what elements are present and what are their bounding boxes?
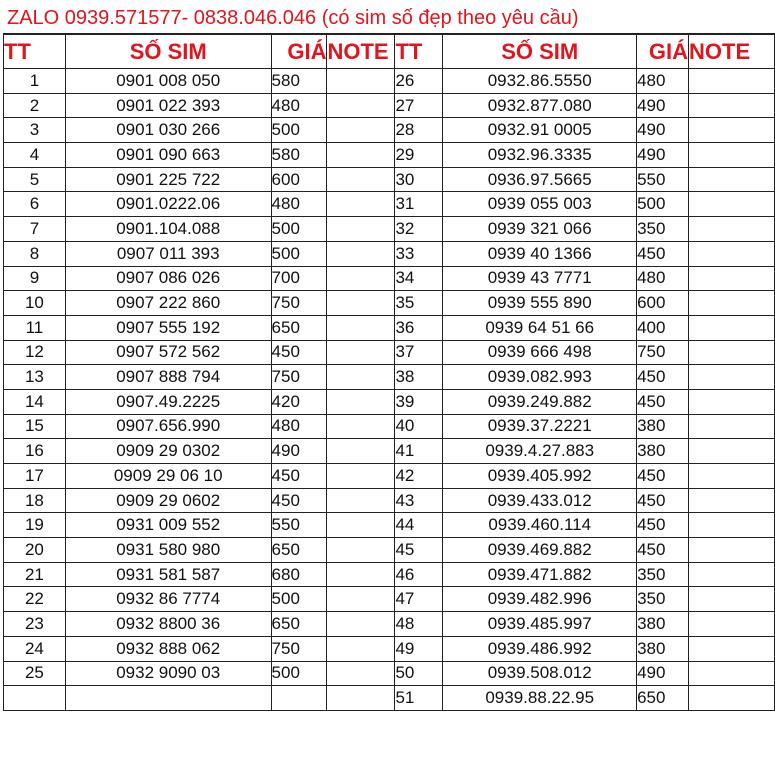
row-number-left [4, 686, 66, 711]
price-left: 750 [271, 636, 327, 661]
note-left [327, 69, 395, 94]
sim-number-right: 0939.433.012 [443, 488, 637, 513]
sim-number-left: 0901 008 050 [65, 69, 271, 94]
sim-number-right: 0939.405.992 [443, 464, 637, 489]
price-right: 480 [637, 266, 689, 291]
row-number-left: 15 [4, 414, 66, 439]
price-right: 380 [637, 414, 689, 439]
price-right: 450 [637, 389, 689, 414]
sim-number-left: 0901 022 393 [65, 93, 271, 118]
price-left: 500 [271, 217, 327, 242]
note-left [327, 414, 395, 439]
row-number-right: 33 [395, 241, 443, 266]
sim-number-right: 0939.486.992 [443, 636, 637, 661]
price-right: 750 [637, 340, 689, 365]
note-left [327, 612, 395, 637]
table-row [4, 167, 775, 192]
note-right [689, 167, 775, 192]
row-number-left: 24 [4, 636, 66, 661]
row-number-left: 6 [4, 192, 66, 217]
row-number-left: 4 [4, 143, 66, 168]
table-row [4, 217, 775, 242]
price-right: 450 [637, 365, 689, 390]
row-number-right: 36 [395, 315, 443, 340]
table-row [4, 315, 775, 340]
note-right [689, 464, 775, 489]
note-left [327, 636, 395, 661]
note-left [327, 340, 395, 365]
note-left [327, 538, 395, 563]
header-price-right: GIÁ [637, 35, 689, 69]
table-row [4, 439, 775, 464]
row-number-right: 44 [395, 513, 443, 538]
note-left [327, 266, 395, 291]
price-left: 450 [271, 464, 327, 489]
row-number-left: 18 [4, 488, 66, 513]
price-left: 420 [271, 389, 327, 414]
sim-number-left: 0931 009 552 [65, 513, 271, 538]
price-right: 450 [637, 241, 689, 266]
sim-number-right: 0939.469.882 [443, 538, 637, 563]
row-number-right: 27 [395, 93, 443, 118]
table-row [4, 143, 775, 168]
row-number-left: 7 [4, 217, 66, 242]
sim-number-left: 0932 888 062 [65, 636, 271, 661]
header-price-left: GIÁ [271, 35, 327, 69]
note-right [689, 217, 775, 242]
sim-number-left: 0907.656.990 [65, 414, 271, 439]
note-right [689, 291, 775, 316]
sim-number-right: 0932.96.3335 [443, 143, 637, 168]
sim-number-left: 0901 090 663 [65, 143, 271, 168]
price-right: 450 [637, 488, 689, 513]
sim-number-right: 0939.082.993 [443, 365, 637, 390]
row-number-left: 10 [4, 291, 66, 316]
note-right [689, 636, 775, 661]
table-row [4, 587, 775, 612]
header-note-left: NOTE [327, 35, 395, 69]
note-right [689, 661, 775, 686]
table-row [4, 686, 775, 711]
price-right: 380 [637, 612, 689, 637]
sim-number-right: 0939 40 1366 [443, 241, 637, 266]
row-number-right: 28 [395, 118, 443, 143]
row-number-left: 13 [4, 365, 66, 390]
row-number-right: 42 [395, 464, 443, 489]
sim-number-right: 0939 555 890 [443, 291, 637, 316]
price-right: 450 [637, 464, 689, 489]
note-right [689, 266, 775, 291]
note-left [327, 587, 395, 612]
price-right: 380 [637, 636, 689, 661]
price-left: 750 [271, 291, 327, 316]
sim-number-right: 0939.460.114 [443, 513, 637, 538]
note-left [327, 291, 395, 316]
note-right [689, 93, 775, 118]
price-left: 500 [271, 241, 327, 266]
sim-number-left: 0907 888 794 [65, 365, 271, 390]
price-left: 500 [271, 118, 327, 143]
row-number-right: 49 [395, 636, 443, 661]
sim-number-right: 0936.97.5665 [443, 167, 637, 192]
sim-number-right: 0939 666 498 [443, 340, 637, 365]
row-number-left: 11 [4, 315, 66, 340]
table-row [4, 69, 775, 94]
sim-table-body [4, 69, 775, 711]
table-row [4, 636, 775, 661]
sim-number-right: 0932.91 0005 [443, 118, 637, 143]
note-right [689, 686, 775, 711]
table-row [4, 93, 775, 118]
note-right [689, 587, 775, 612]
price-right: 380 [637, 439, 689, 464]
sim-number-left: 0901.104.088 [65, 217, 271, 242]
price-right: 350 [637, 217, 689, 242]
sim-number-right: 0932.86.5550 [443, 69, 637, 94]
sim-number-right: 0939 321 066 [443, 217, 637, 242]
row-number-left: 21 [4, 562, 66, 587]
sim-number-left: 0931 581 587 [65, 562, 271, 587]
note-left [327, 217, 395, 242]
price-left: 680 [271, 562, 327, 587]
header-sim-right: SỐ SIM [443, 35, 637, 69]
table-row [4, 365, 775, 390]
sim-number-left [65, 686, 271, 711]
row-number-left: 25 [4, 661, 66, 686]
sim-number-right: 0932.877.080 [443, 93, 637, 118]
price-left: 480 [271, 414, 327, 439]
row-number-right: 34 [395, 266, 443, 291]
sim-number-left: 0932 9090 03 [65, 661, 271, 686]
table-row [4, 464, 775, 489]
sim-number-right: 0939.88.22.95 [443, 686, 637, 711]
table-row [4, 414, 775, 439]
sim-number-right: 0939.471.882 [443, 562, 637, 587]
note-right [689, 192, 775, 217]
row-number-left: 16 [4, 439, 66, 464]
row-number-left: 20 [4, 538, 66, 563]
price-left: 600 [271, 167, 327, 192]
note-right [689, 389, 775, 414]
sim-number-left: 0909 29 06 10 [65, 464, 271, 489]
row-number-left: 23 [4, 612, 66, 637]
row-number-left: 8 [4, 241, 66, 266]
row-number-left: 9 [4, 266, 66, 291]
sim-table [3, 34, 775, 711]
sim-number-right: 0939 43 7771 [443, 266, 637, 291]
note-right [689, 241, 775, 266]
note-right [689, 315, 775, 340]
sim-number-left: 0931 580 980 [65, 538, 271, 563]
sim-number-right: 0939.485.997 [443, 612, 637, 637]
sim-number-left: 0907 572 562 [65, 340, 271, 365]
note-right [689, 488, 775, 513]
note-right [689, 513, 775, 538]
price-left: 580 [271, 69, 327, 94]
note-right [689, 562, 775, 587]
note-left [327, 661, 395, 686]
table-row [4, 612, 775, 637]
note-left [327, 315, 395, 340]
price-right: 490 [637, 143, 689, 168]
contact-banner: ZALO 0939.571577- 0838.046.046 (có sim số đẹp theo yêu cầu) [3, 3, 775, 34]
row-number-left: 14 [4, 389, 66, 414]
price-left: 580 [271, 143, 327, 168]
price-left: 500 [271, 661, 327, 686]
row-number-right: 39 [395, 389, 443, 414]
price-left: 480 [271, 93, 327, 118]
price-left: 500 [271, 587, 327, 612]
price-right: 600 [637, 291, 689, 316]
price-right: 650 [637, 686, 689, 711]
price-right: 500 [637, 192, 689, 217]
price-right: 490 [637, 93, 689, 118]
sim-number-left: 0907 011 393 [65, 241, 271, 266]
price-left: 650 [271, 315, 327, 340]
row-number-right: 31 [395, 192, 443, 217]
sim-number-left: 0932 8800 36 [65, 612, 271, 637]
sim-number-right: 0939.482.996 [443, 587, 637, 612]
price-left: 750 [271, 365, 327, 390]
price-left: 480 [271, 192, 327, 217]
note-left [327, 118, 395, 143]
note-left [327, 241, 395, 266]
note-left [327, 143, 395, 168]
price-right: 450 [637, 538, 689, 563]
table-row [4, 538, 775, 563]
price-right: 490 [637, 661, 689, 686]
row-number-right: 45 [395, 538, 443, 563]
sim-number-left: 0907 555 192 [65, 315, 271, 340]
sim-number-right: 0939.37.2221 [443, 414, 637, 439]
sim-number-left: 0932 86 7774 [65, 587, 271, 612]
row-number-right: 26 [395, 69, 443, 94]
price-right: 490 [637, 118, 689, 143]
row-number-right: 29 [395, 143, 443, 168]
table-row [4, 389, 775, 414]
note-left [327, 686, 395, 711]
table-row [4, 266, 775, 291]
note-left [327, 192, 395, 217]
note-right [689, 439, 775, 464]
sim-number-left: 0901 030 266 [65, 118, 271, 143]
row-number-right: 46 [395, 562, 443, 587]
sim-number-right: 0939 055 003 [443, 192, 637, 217]
note-right [689, 69, 775, 94]
row-number-left: 22 [4, 587, 66, 612]
row-number-right: 35 [395, 291, 443, 316]
row-number-right: 48 [395, 612, 443, 637]
row-number-right: 32 [395, 217, 443, 242]
price-left: 550 [271, 513, 327, 538]
sim-number-left: 0907 086 026 [65, 266, 271, 291]
price-left: 700 [271, 266, 327, 291]
row-number-right: 47 [395, 587, 443, 612]
sim-number-left: 0901 225 722 [65, 167, 271, 192]
note-left [327, 488, 395, 513]
table-row [4, 562, 775, 587]
note-left [327, 513, 395, 538]
row-number-left: 12 [4, 340, 66, 365]
header-tt-left: TT [4, 35, 66, 69]
price-left [271, 686, 327, 711]
note-right [689, 118, 775, 143]
price-left: 650 [271, 612, 327, 637]
row-number-right: 50 [395, 661, 443, 686]
note-right [689, 612, 775, 637]
row-number-left: 2 [4, 93, 66, 118]
sim-number-left: 0907.49.2225 [65, 389, 271, 414]
note-left [327, 439, 395, 464]
note-left [327, 167, 395, 192]
note-right [689, 143, 775, 168]
table-row [4, 291, 775, 316]
sim-number-right: 0939.249.882 [443, 389, 637, 414]
row-number-left: 17 [4, 464, 66, 489]
note-left [327, 93, 395, 118]
price-left: 450 [271, 488, 327, 513]
sim-price-sheet [3, 3, 775, 775]
row-number-right: 30 [395, 167, 443, 192]
price-right: 450 [637, 513, 689, 538]
row-number-left: 3 [4, 118, 66, 143]
sim-number-right: 0939.508.012 [443, 661, 637, 686]
header-sim-left: SỐ SIM [65, 35, 271, 69]
note-left [327, 389, 395, 414]
row-number-left: 19 [4, 513, 66, 538]
table-row [4, 340, 775, 365]
row-number-right: 43 [395, 488, 443, 513]
note-left [327, 562, 395, 587]
row-number-right: 37 [395, 340, 443, 365]
price-right: 550 [637, 167, 689, 192]
sim-number-left: 0907 222 860 [65, 291, 271, 316]
price-right: 350 [637, 562, 689, 587]
row-number-right: 41 [395, 439, 443, 464]
note-left [327, 464, 395, 489]
note-left [327, 365, 395, 390]
note-right [689, 538, 775, 563]
row-number-right: 51 [395, 686, 443, 711]
table-row [4, 513, 775, 538]
table-row [4, 488, 775, 513]
sim-number-right: 0939.4.27.883 [443, 439, 637, 464]
price-left: 650 [271, 538, 327, 563]
table-row [4, 118, 775, 143]
price-left: 450 [271, 340, 327, 365]
row-number-left: 5 [4, 167, 66, 192]
table-row [4, 192, 775, 217]
header-row [4, 35, 775, 69]
sim-number-left: 0909 29 0602 [65, 488, 271, 513]
note-right [689, 365, 775, 390]
note-right [689, 414, 775, 439]
row-number-right: 38 [395, 365, 443, 390]
header-note-right: NOTE [689, 35, 775, 69]
sim-number-left: 0901.0222.06 [65, 192, 271, 217]
price-right: 400 [637, 315, 689, 340]
table-row [4, 661, 775, 686]
price-left: 490 [271, 439, 327, 464]
price-right: 350 [637, 587, 689, 612]
note-right [689, 340, 775, 365]
row-number-right: 40 [395, 414, 443, 439]
sim-number-right: 0939 64 51 66 [443, 315, 637, 340]
price-right: 480 [637, 69, 689, 94]
header-tt-right: TT [395, 35, 443, 69]
row-number-left: 1 [4, 69, 66, 94]
table-row [4, 241, 775, 266]
sim-number-left: 0909 29 0302 [65, 439, 271, 464]
